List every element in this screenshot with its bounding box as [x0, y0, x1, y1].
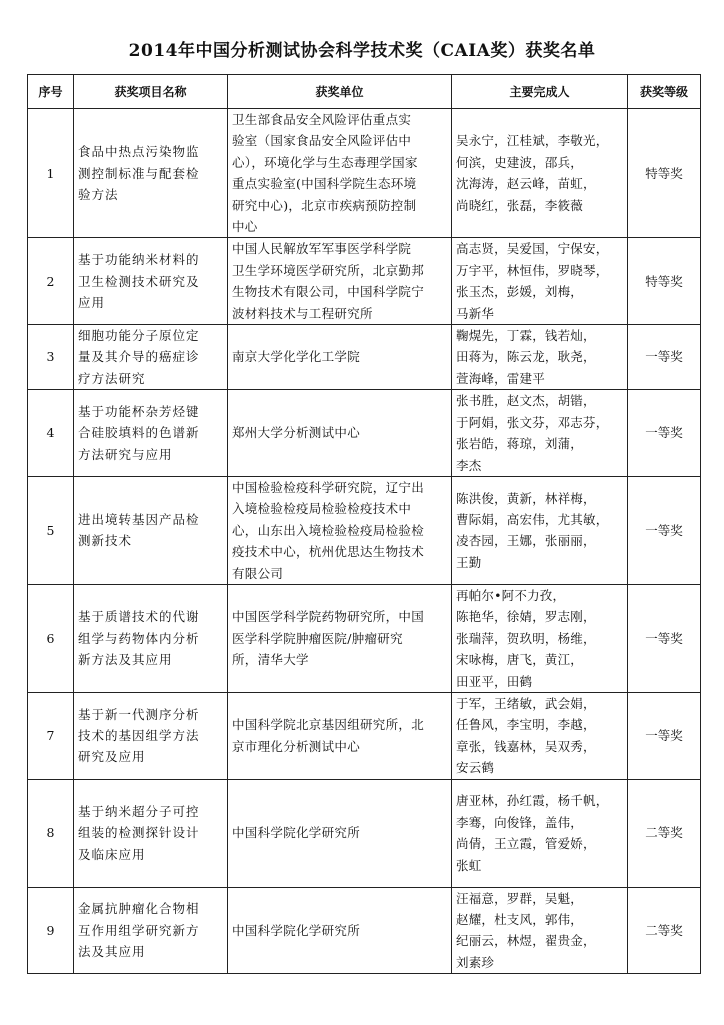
unit-line: 疫技术中心，杭州优思达生物技术 [232, 544, 425, 560]
unit-line: 验室（国家食品安全风险评估中 [232, 133, 412, 149]
unit-line: 南京大学化学化工学院 [232, 349, 361, 365]
project-name-cell [74, 584, 228, 692]
project-line: 金属抗肿瘤化合物相 [78, 901, 200, 917]
unit-line: 心，山东出入境检验检疫局检验检 [232, 522, 425, 538]
unit-line: 卫生学环境医学研究所，北京勤邦 [232, 262, 425, 278]
people-line: 沈海涛，赵云峰，苗虹， [456, 176, 596, 192]
row-number: 9 [28, 887, 74, 974]
project-name-cell [74, 779, 228, 887]
unit-line: 心），环境化学与生态毒理学国家 [232, 154, 418, 170]
main-contributors-cell [452, 887, 628, 974]
unit-line: 中国科学院化学研究所 [232, 825, 361, 841]
project-line: 法及其应用 [78, 944, 146, 960]
people-line: 田蒋为，陈云龙，耿尧， [456, 349, 596, 365]
main-contributors-cell [452, 390, 628, 477]
people-line: 马新华 [456, 305, 495, 321]
people-line: 吴永宁，江桂斌，李敬光， [456, 133, 609, 149]
project-name-cell [74, 887, 228, 974]
award-level: 特等奖 [628, 109, 701, 238]
award-unit-cell [228, 779, 452, 887]
main-contributors-cell [452, 325, 628, 390]
project-line: 基于功能杯杂芳烃键 [78, 403, 200, 419]
people-line: 张岩皓，蒋琼，刘蒲， [456, 436, 584, 452]
people-line: 陈艳华，徐婧，罗志刚， [456, 609, 596, 625]
header-unit: 获奖单位 [228, 75, 452, 109]
project-line: 研究及应用 [78, 749, 146, 765]
header-project: 获奖项目名称 [74, 75, 228, 109]
project-line: 食品中热点污染物监 [78, 144, 200, 160]
row-number: 8 [28, 779, 74, 887]
award-unit-cell [228, 584, 452, 692]
unit-line: 所，清华大学 [232, 652, 309, 668]
project-line: 进出境转基因产品检 [78, 512, 200, 528]
people-line: 尚倩，王立霞，管爱娇， [456, 836, 596, 852]
award-unit-cell [228, 692, 452, 779]
award-level: 特等奖 [628, 238, 701, 325]
project-line: 应用 [78, 294, 106, 310]
unit-line: 重点实验室(中国科学院生态环境 [232, 176, 417, 192]
unit-line: 医学科学院肿瘤医院/肿瘤研究 [232, 630, 403, 646]
main-contributors-cell [452, 584, 628, 692]
page-title: 2014年中国分析测试协会科学技术奖（CAIA奖）获奖名单 [128, 41, 596, 61]
table-row [28, 476, 701, 584]
people-line: 刘素珍 [456, 954, 495, 970]
unit-line: 中国科学院化学研究所 [232, 922, 361, 938]
main-contributors-cell [452, 476, 628, 584]
project-name-cell [74, 390, 228, 477]
row-number: 2 [28, 238, 74, 325]
unit-line: 京市理化分析测试中心 [232, 738, 361, 754]
header-level: 获奖等级 [628, 75, 701, 109]
people-line: 凌杏园，王娜，张丽丽， [456, 533, 596, 549]
table-row [28, 390, 701, 477]
people-line: 萱海峰，雷建平 [456, 370, 545, 386]
award-level: 一等奖 [628, 476, 701, 584]
table-row [28, 692, 701, 779]
table-row [28, 779, 701, 887]
people-line: 汪福意，罗群，吴魁， [456, 890, 584, 906]
people-line: 唐亚林，孙红霞，杨千帆， [456, 793, 609, 809]
project-line: 新方法及其应用 [78, 652, 173, 668]
people-line: 于军，王绪敏，武会娟， [456, 695, 596, 711]
main-contributors-cell [452, 109, 628, 238]
table-body [28, 109, 701, 974]
unit-line: 中国人民解放军军事医学科学院 [232, 241, 412, 257]
row-number: 7 [28, 692, 74, 779]
people-line: 安云鹤 [456, 760, 495, 776]
project-name-cell [74, 476, 228, 584]
row-number: 3 [28, 325, 74, 390]
people-line: 李骞，向俊锋，盖伟， [456, 814, 584, 830]
award-unit-cell [228, 476, 452, 584]
award-unit-cell [228, 109, 452, 238]
project-name-cell [74, 325, 228, 390]
table-row [28, 109, 701, 238]
project-line: 基于新一代测序分析 [78, 706, 200, 722]
project-line: 技术的基因组学方法 [78, 728, 200, 744]
award-level: 二等奖 [628, 779, 701, 887]
main-contributors-cell [452, 238, 628, 325]
people-line: 于阿娟，张文芬，邓志芬， [456, 414, 609, 430]
people-line: 王勤 [456, 554, 482, 570]
people-line: 再帕尔•阿不力孜， [456, 587, 566, 603]
unit-line: 有限公司 [232, 565, 284, 581]
award-unit-cell [228, 887, 452, 974]
people-line: 万宇平，林恒伟，罗晓琴， [456, 262, 609, 278]
unit-line: 中国检验检疫科学研究院，辽宁出 [232, 479, 425, 495]
main-contributors-cell [452, 779, 628, 887]
project-line: 合硅胶填料的色谱新 [78, 425, 200, 441]
unit-line: 中心 [232, 219, 258, 235]
row-number: 6 [28, 584, 74, 692]
row-number: 5 [28, 476, 74, 584]
people-line: 何滨，史建波，邵兵， [456, 154, 584, 170]
people-line: 张虹 [456, 857, 482, 873]
project-line: 基于纳米超分子可控 [78, 803, 200, 819]
unit-line: 波材料技术与工程研究所 [232, 305, 373, 321]
project-line: 细胞功能分子原位定 [78, 328, 200, 344]
project-line: 方法研究与应用 [78, 446, 173, 462]
project-line: 互作用组学研究新方 [78, 922, 200, 938]
unit-line: 郑州大学分析测试中心 [232, 425, 361, 441]
table-row [28, 887, 701, 974]
table-row [28, 325, 701, 390]
row-number: 1 [28, 109, 74, 238]
project-line: 及临床应用 [78, 846, 146, 862]
award-unit-cell [228, 238, 452, 325]
unit-line: 中国医学科学院药物研究所，中国 [232, 609, 425, 625]
people-line: 张书胜，赵文杰，胡锴， [456, 393, 596, 409]
award-level: 二等奖 [628, 887, 701, 974]
table-header-row [28, 75, 701, 109]
people-line: 鞠熀先，丁霖，钱若灿， [456, 328, 596, 344]
award-level: 一等奖 [628, 692, 701, 779]
unit-line: 生物技术有限公司，中国科学院宁 [232, 284, 425, 300]
unit-line: 研究中心)，北京市疾病预防控制 [232, 197, 417, 213]
project-line: 组装的检测探针设计 [78, 825, 200, 841]
project-name-cell [74, 109, 228, 238]
people-line: 高志贤，吴爱国，宁保安， [456, 241, 609, 257]
unit-line: 卫生部食品安全风险评估重点实 [232, 112, 412, 127]
people-line: 陈洪俊，黄新，林祥梅， [456, 490, 596, 506]
people-line: 纪丽云，林煜，翟贵金， [456, 933, 596, 949]
project-line: 基于功能纳米材料的 [78, 252, 200, 268]
project-line: 基于质谱技术的代谢 [78, 609, 200, 625]
people-line: 曹际娟，高宏伟，尤其敏， [456, 512, 609, 528]
project-line: 疗方法研究 [78, 370, 146, 386]
unit-line: 中国科学院北京基因组研究所，北 [232, 717, 425, 733]
people-line: 田亚平，田鹤 [456, 673, 533, 689]
project-line: 组学与药物体内分析 [78, 630, 200, 646]
people-line: 章张，钱嘉林，吴双秀， [456, 738, 596, 754]
people-line: 张瑞萍，贺玖明，杨维， [456, 630, 596, 646]
project-line: 量及其介导的癌症诊 [78, 349, 200, 365]
people-line: 赵耀，杜支风，郭伟， [456, 912, 584, 927]
award-unit-cell [228, 390, 452, 477]
award-level: 一等奖 [628, 325, 701, 390]
award-table [27, 74, 701, 974]
table-row [28, 584, 701, 692]
header-people: 主要完成人 [452, 75, 628, 109]
main-contributors-cell [452, 692, 628, 779]
project-name-cell [74, 238, 228, 325]
people-line: 尚晓红，张磊，李筱薇 [456, 197, 584, 213]
people-line: 张玉杰，彭媛，刘梅， [456, 284, 584, 300]
row-number: 4 [28, 390, 74, 477]
unit-line: 入境检验检疫局检验检疫技术中 [232, 501, 412, 517]
project-line: 测控制标准与配套检 [78, 165, 200, 181]
award-level: 一等奖 [628, 390, 701, 477]
award-unit-cell [228, 325, 452, 390]
header-no: 序号 [28, 75, 74, 109]
people-line: 李杰 [456, 457, 482, 473]
project-line: 测新技术 [78, 533, 133, 549]
project-line: 卫生检测技术研究及 [78, 273, 200, 289]
people-line: 任鲁风，李宝明，李越， [456, 717, 596, 733]
award-level: 一等奖 [628, 584, 701, 692]
table-row [28, 238, 701, 325]
people-line: 宋咏梅，唐飞，黄江， [456, 652, 584, 668]
project-name-cell [74, 692, 228, 779]
project-line: 验方法 [78, 186, 119, 202]
